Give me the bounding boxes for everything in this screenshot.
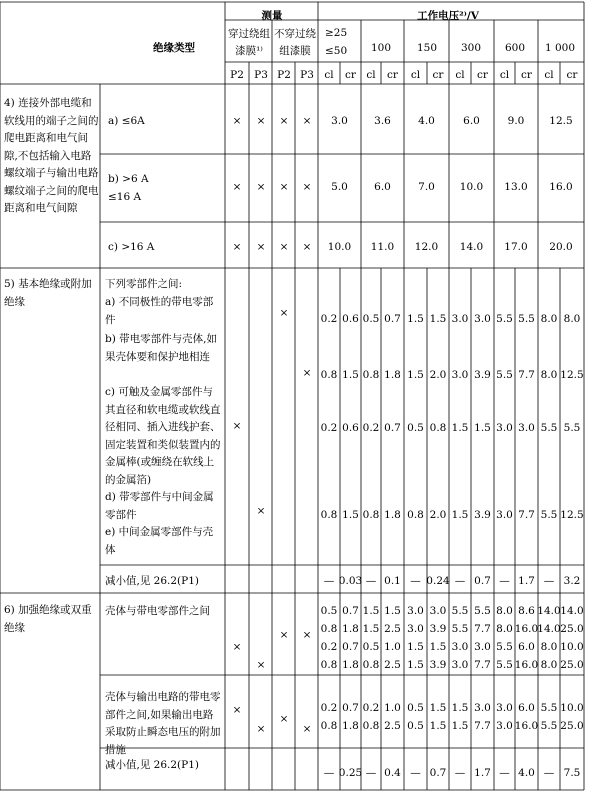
section6-block1-row0-value0: 0.5 xyxy=(320,605,338,617)
section6-reduction-1: 0.25 xyxy=(338,767,363,779)
section6-block1-row2-value3: 1.0 xyxy=(384,641,401,653)
section6-block1-row2-value8: 5.5 xyxy=(496,641,513,653)
section6-block2-mark-p3-not: × xyxy=(302,723,312,735)
section6-block1-row3-value8: 5.5 xyxy=(496,659,513,671)
section6-block2-row0-value2: 0.2 xyxy=(362,702,380,714)
section5-desc-4: d) 带零部件与中间金属零部件 xyxy=(105,491,214,521)
header-cl-2: cl xyxy=(410,69,421,81)
section6-block1-row0-value10: 14.0 xyxy=(537,605,561,617)
section5-row0-value2: 0.5 xyxy=(362,313,380,325)
section5-row1-value9: 7.7 xyxy=(518,369,535,381)
section6-block1-row3-value3: 2.5 xyxy=(384,659,401,671)
header-cl-1: cl xyxy=(366,69,376,81)
section6-block1-row3-value4: 1.5 xyxy=(407,659,424,671)
section6-block1-row2-value6: 3.0 xyxy=(451,641,469,653)
section6-block1-row3-value6: 3.0 xyxy=(451,659,469,671)
section4-row2-value1: 11.0 xyxy=(370,241,395,253)
header-cl-3: cl xyxy=(455,69,465,81)
section5-reduction-8: — xyxy=(499,575,510,587)
section5-row2-value5: 0.8 xyxy=(429,422,447,434)
section6-block2-row1-value7: 7.7 xyxy=(474,720,491,732)
section5-row3-value7: 3.9 xyxy=(474,509,491,521)
section5-row0-value6: 3.0 xyxy=(451,313,469,325)
section6-block1-mark-p3-not: × xyxy=(302,629,312,641)
section5-row3-value10: 5.5 xyxy=(540,509,558,521)
section6-block2-row0-value1: 0.7 xyxy=(342,702,359,714)
section6-block1-row3-value10: 8.0 xyxy=(540,659,558,671)
section4-row1-value5: 16.0 xyxy=(549,181,573,193)
section6-block1-row1-value9: 16.0 xyxy=(514,623,539,635)
section4-row0-value3: 6.0 xyxy=(463,115,480,127)
section6-block1-row1-value7: 7.7 xyxy=(474,623,491,635)
section5-row1-value10: 8.0 xyxy=(540,369,558,381)
section6-block1-row0-value3: 1.5 xyxy=(384,605,401,617)
header-p3-through: P3 xyxy=(254,69,268,81)
header-volt-300: 300 xyxy=(460,42,482,54)
section5-row3-value6: 1.5 xyxy=(451,509,469,521)
section6-block2-row0-value5: 1.5 xyxy=(429,702,447,714)
section5-reduction-label: 减小值,见 26.2(P1) xyxy=(105,575,199,587)
section5-reduction-2: — xyxy=(365,575,377,587)
section6-block2-row1-value10: 5.5 xyxy=(540,720,558,732)
section4-row0-mark1: × xyxy=(256,115,266,127)
section6-block1-row2-value10: 8.0 xyxy=(540,641,558,653)
section6-block1-row2-value1: 0.7 xyxy=(342,641,359,653)
section4-row1-mark3: × xyxy=(302,181,312,193)
section5-reduction-4: — xyxy=(410,575,421,587)
section5-row3-value9: 7.7 xyxy=(518,509,535,521)
section4-row-c-label: c) >16 A xyxy=(108,241,155,253)
section6-block2-row1-value1: 1.8 xyxy=(342,720,359,732)
section5-title: 5) 基本绝缘或附加绝缘 xyxy=(4,278,92,308)
section6-block1-row1-value6: 5.5 xyxy=(451,623,469,635)
section5-row0-value0: 0.2 xyxy=(320,313,338,325)
header-cr-3: cr xyxy=(477,69,488,81)
section6-block2-row1-value2: 0.8 xyxy=(362,720,380,732)
section6-block1-row0-value9: 8.6 xyxy=(518,605,535,617)
section6-block1-row0-value2: 1.5 xyxy=(362,605,380,617)
section5-reduction-3: 0.1 xyxy=(384,575,401,587)
section4-row-a-label: a) ≤6A xyxy=(108,115,145,127)
section5-row0-value11: 8.0 xyxy=(563,313,581,325)
section6-block1-row1-value1: 1.8 xyxy=(342,623,359,635)
section4-row2-value2: 12.0 xyxy=(414,241,439,253)
section4-row0-value1: 3.6 xyxy=(374,115,391,127)
section6-block2-row0-value10: 5.5 xyxy=(540,702,558,714)
section6-block2-row0-value11: 10.0 xyxy=(560,702,584,714)
section6-block2-mark-p2-through: × xyxy=(232,704,242,716)
section5-reduction-7: 0.7 xyxy=(474,575,491,587)
header-p2-not: P2 xyxy=(277,69,291,81)
section5-reduction-10: — xyxy=(543,575,555,587)
section5-row2-value7: 1.5 xyxy=(474,422,491,434)
section5-row0-value10: 8.0 xyxy=(540,313,558,325)
section6-block1-row0-value11: 14.0 xyxy=(560,605,584,617)
section5-mark-p3-not: × xyxy=(302,367,312,379)
section6-reduction-2: — xyxy=(365,767,377,779)
section6-block1-mark-p3-through: × xyxy=(256,659,266,671)
section5-row0-value7: 3.0 xyxy=(474,313,491,325)
section5-row1-value11: 12.5 xyxy=(560,369,584,381)
section6-block2-row0-value8: 3.0 xyxy=(496,702,513,714)
header-cr-0: cr xyxy=(345,69,356,81)
section5-row1-value7: 3.9 xyxy=(474,369,491,381)
section5-reduction-1: 0.03 xyxy=(338,575,363,587)
section5-row1-value3: 1.8 xyxy=(384,369,401,381)
section5-mark-p2-through: × xyxy=(232,420,242,432)
section6-block1-row2-value0: 0.2 xyxy=(320,641,338,653)
section6-block2-row1-value6: 1.5 xyxy=(451,720,469,732)
section5-row3-value0: 0.8 xyxy=(320,509,338,521)
section5-row3-value2: 0.8 xyxy=(362,509,380,521)
section5-row1-value6: 3.0 xyxy=(451,369,469,381)
section6-block1-row3-value9: 16.0 xyxy=(514,659,539,671)
section6-reduction-7: 1.7 xyxy=(474,767,491,779)
section4-row2-mark3: × xyxy=(302,241,312,253)
section6-block1-row2-value2: 0.5 xyxy=(362,641,380,653)
section4-row0-value2: 4.0 xyxy=(418,115,435,127)
section6-block2-row0-value6: 1.5 xyxy=(451,702,469,714)
section5-row3-value11: 12.5 xyxy=(560,509,584,521)
section4-row1-mark0: × xyxy=(232,181,242,193)
section6-block1-row1-value0: 0.8 xyxy=(320,623,338,635)
section4-row0-mark0: × xyxy=(232,115,242,127)
header-working-voltage: 工作电压²⁾/V xyxy=(417,10,479,22)
section6-block2-row0-value3: 1.0 xyxy=(384,702,401,714)
section6-reduction-9: 4.0 xyxy=(518,767,535,779)
section4-row2-mark1: × xyxy=(256,241,266,253)
section4-row1-mark2: × xyxy=(279,181,289,193)
section4-row0-mark3: × xyxy=(302,115,312,127)
section6-block1-row1-value2: 1.5 xyxy=(362,623,380,635)
section5-reduction-0: — xyxy=(323,575,335,587)
section6-block2-row1-value5: 1.5 xyxy=(429,720,447,732)
header-p3-not: P3 xyxy=(300,69,314,81)
section6-block1-row3-value5: 3.9 xyxy=(429,659,447,671)
section6-block1-mark-p2-not: × xyxy=(279,629,289,641)
section5-reduction-11: 3.2 xyxy=(563,575,581,587)
section6-block2-row1-value8: 3.0 xyxy=(496,720,513,732)
section6-block1-row1-value4: 3.0 xyxy=(407,623,424,635)
section5-row1-value5: 2.0 xyxy=(429,369,447,381)
section5-row3-value8: 3.0 xyxy=(496,509,513,521)
section5-row2-value3: 0.7 xyxy=(384,422,401,434)
section5-row2-value11: 5.5 xyxy=(563,422,581,434)
section4-row1-mark1: × xyxy=(256,181,266,193)
section6-block1-row2-value11: 10.0 xyxy=(560,641,584,653)
header-volt-600: 600 xyxy=(504,42,526,54)
section5-reduction-9: 1.7 xyxy=(518,575,535,587)
section4-row0-mark2: × xyxy=(279,115,289,127)
section5-row2-value2: 0.2 xyxy=(362,422,380,434)
section5-row2-value4: 0.5 xyxy=(407,422,424,434)
section4-row1-value3: 10.0 xyxy=(459,181,484,193)
section4-row2-mark0: × xyxy=(232,241,242,253)
section4-row2-value5: 20.0 xyxy=(549,241,573,253)
section6-block1-row1-value11: 25.0 xyxy=(560,623,584,635)
section5-row0-value5: 1.5 xyxy=(429,313,447,325)
section6-block1-row3-value2: 0.8 xyxy=(362,659,380,671)
section6-block2-row1-value11: 25.0 xyxy=(560,720,584,732)
section6-block2-row1-value3: 2.5 xyxy=(384,720,401,732)
section6-block1-row3-value0: 0.8 xyxy=(320,659,338,671)
section6-block2-row0-value0: 0.2 xyxy=(320,702,338,714)
header-cl-5: cl xyxy=(544,69,554,81)
section6-block1-row1-value8: 8.0 xyxy=(496,623,513,635)
section6-block1-row0-value7: 5.5 xyxy=(474,605,491,617)
section5-reduction-5: 0.24 xyxy=(426,575,450,587)
section6-block2-mark-p3-through: × xyxy=(256,723,266,735)
section5-mark-p2-not: × xyxy=(279,307,289,319)
section6-block2-row1-value9: 16.0 xyxy=(514,720,539,732)
section5-row1-value0: 0.8 xyxy=(320,369,338,381)
header-insulation-type: 绝缘类型 xyxy=(153,42,195,54)
section6-block1-row0-value6: 5.5 xyxy=(451,605,469,617)
section6-reduction-8: — xyxy=(499,767,510,779)
header-cl-4: cl xyxy=(499,69,510,81)
section4-row1-value2: 7.0 xyxy=(418,181,435,193)
section6-reduction-11: 7.5 xyxy=(563,767,581,779)
section5-row2-value1: 0.6 xyxy=(342,422,359,434)
section6-block1-row0-value1: 0.7 xyxy=(342,605,359,617)
section4-row2-value3: 14.0 xyxy=(459,241,484,253)
section6-block1-row0-value5: 3.0 xyxy=(429,605,447,617)
section6-block1-row1-value10: 14.0 xyxy=(537,623,561,635)
section6-block2-mark-p2-not: × xyxy=(279,713,289,725)
section5-row3-value4: 0.8 xyxy=(407,509,424,521)
section6-reduction-5: 0.7 xyxy=(429,767,447,779)
section4-row2-value4: 17.0 xyxy=(504,241,528,253)
section6-reduction-4: — xyxy=(410,767,421,779)
section5-row2-value8: 3.0 xyxy=(496,422,513,434)
section5-desc-2: b) 带电零部件与壳体,如果壳体要和保护地相连 xyxy=(105,333,217,363)
section5-row1-value2: 0.8 xyxy=(362,369,380,381)
section6-block1-row2-value9: 6.0 xyxy=(518,641,535,653)
section6-block1-row0-value8: 8.0 xyxy=(496,605,513,617)
header-volt-100: 100 xyxy=(370,42,392,54)
section6-block2-row0-value9: 6.0 xyxy=(518,702,535,714)
section5-desc-3: c) 可触及金属零部件与其直径和软电缆或软线直径相同、插入进线护套、固定装置和类似装置内的金属棒(或缠绕在软线上的金属箔) xyxy=(105,386,221,486)
section5-row1-value4: 1.5 xyxy=(407,369,424,381)
header-volt-25-50: ≥25 ≤50 xyxy=(325,27,348,57)
header-through-coat: 穿过绕组漆膜¹⁾ xyxy=(228,28,270,57)
header-volt-1000: 1 000 xyxy=(544,42,576,54)
section5-row2-value10: 5.5 xyxy=(540,422,558,434)
section5-desc-0: 下列零部件之间: xyxy=(105,278,183,290)
section6-block1-row1-value5: 3.9 xyxy=(429,623,447,635)
section6-reduction-6: — xyxy=(454,767,466,779)
section6-block2-row0-value7: 3.0 xyxy=(474,702,491,714)
section6-block1-row2-value7: 3.0 xyxy=(474,641,491,653)
section5-row3-value1: 1.5 xyxy=(342,509,359,521)
section5-reduction-6: — xyxy=(454,575,466,587)
section4-row0-value5: 12.5 xyxy=(549,115,573,127)
section5-row0-value9: 5.5 xyxy=(518,313,535,325)
section4-row0-value0: 3.0 xyxy=(331,115,348,127)
section6-block2-row1-value4: 0.5 xyxy=(407,720,424,732)
header-cr-2: cr xyxy=(432,69,444,81)
section6-block2-row1-value0: 0.8 xyxy=(320,720,338,732)
section4-row2-mark2: × xyxy=(279,241,289,253)
section4-row-b-label: b) >6 A ≤16 A xyxy=(108,173,149,203)
section6-block2-row0-value4: 0.5 xyxy=(407,702,424,714)
section5-row0-value1: 0.6 xyxy=(342,313,359,325)
header-cr-5: cr xyxy=(566,69,578,81)
section6-reduction-0: — xyxy=(323,767,335,779)
section5-row1-value1: 1.5 xyxy=(342,369,359,381)
section5-desc-5: e) 中间金属零部件与壳体 xyxy=(105,526,214,556)
header-measurement: 测量 xyxy=(261,10,283,22)
section5-desc-1: a) 不同极性的带电零部件 xyxy=(105,296,214,326)
section5-row0-value4: 1.5 xyxy=(407,313,424,325)
header-p2-through: P2 xyxy=(230,69,244,81)
section4-row1-value1: 6.0 xyxy=(374,181,391,193)
section5-mark-p3-through: × xyxy=(256,505,266,517)
section6-block1-row0-value4: 3.0 xyxy=(407,605,424,617)
section6-title: 6) 加强绝缘或双重绝缘 xyxy=(4,604,92,634)
section4-row2-value0: 10.0 xyxy=(327,241,352,253)
header-not-through-coat: 不穿过绕组漆膜 xyxy=(274,28,316,57)
section6-block1-row3-value7: 7.7 xyxy=(474,659,491,671)
section4-row1-value0: 5.0 xyxy=(331,181,348,193)
section6-desc2: 壳体与输出电路的带电零部件之间,如果输出电路采取防止瞬态电压的附加措施 xyxy=(105,691,221,756)
section6-desc1: 壳体与带电零部件之间 xyxy=(105,605,210,617)
section5-row3-value5: 2.0 xyxy=(429,509,447,521)
section6-reduction-10: — xyxy=(543,767,555,779)
section5-row0-value8: 5.5 xyxy=(496,313,513,325)
section5-row2-value6: 1.5 xyxy=(451,422,469,434)
header-cl-0: cl xyxy=(324,69,334,81)
section5-row2-value0: 0.2 xyxy=(320,422,338,434)
section6-reduction-label: 减小值,见 26.2(P1) xyxy=(105,759,199,771)
section6-block1-row3-value11: 25.0 xyxy=(560,659,584,671)
header-volt-150: 150 xyxy=(416,42,438,54)
section6-block1-mark-p2-through: × xyxy=(232,641,242,653)
section6-block1-row2-value5: 1.5 xyxy=(429,641,447,653)
section6-block1-row2-value4: 1.5 xyxy=(407,641,424,653)
section5-row1-value8: 5.5 xyxy=(496,369,513,381)
section5-row0-value3: 0.7 xyxy=(384,313,401,325)
section4-title: 4) 连接外部电缆和软线用的端子之间的爬电距离和电气间隙,不包括输入电路螺纹端子与输出电路螺纹端子之间的爬电距离和电气间隙 xyxy=(4,97,99,214)
header-cr-4: cr xyxy=(521,69,532,81)
section4-row0-value4: 9.0 xyxy=(507,115,525,127)
section4-row1-value4: 13.0 xyxy=(504,181,528,193)
section6-block1-row3-value1: 1.8 xyxy=(342,659,359,671)
header-cr-1: cr xyxy=(387,69,398,81)
section6-block1-row1-value3: 2.5 xyxy=(384,623,401,635)
section5-row2-value9: 3.0 xyxy=(518,422,535,434)
section6-reduction-3: 0.4 xyxy=(384,767,401,779)
section5-row3-value3: 1.8 xyxy=(384,509,401,521)
